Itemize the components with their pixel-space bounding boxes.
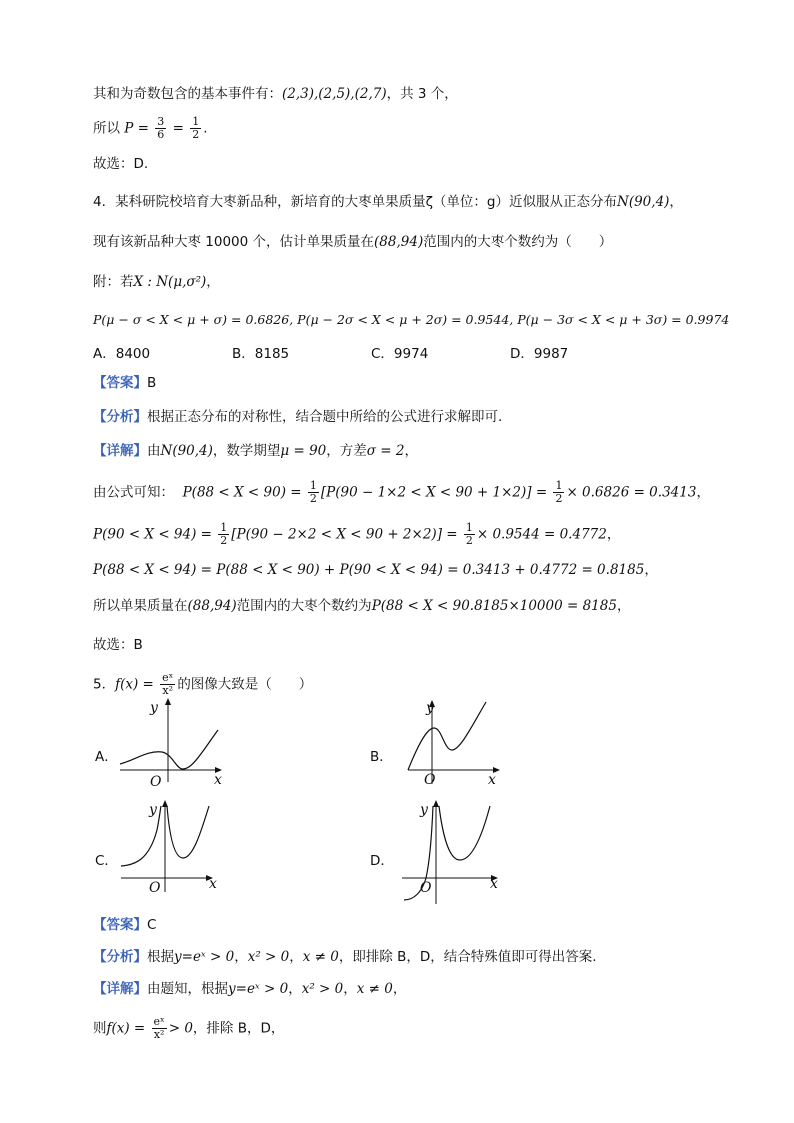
origin-label: O bbox=[424, 772, 436, 788]
fraction: $\frac{\text{eˣ}}{\text{x²}}$ bbox=[153, 1015, 165, 1041]
analysis-tag: 【分析】 bbox=[93, 409, 147, 425]
y-label: y bbox=[150, 700, 158, 716]
x-label: x bbox=[490, 876, 498, 892]
fraction: $\frac{1}{2}$ bbox=[555, 479, 563, 505]
curve bbox=[120, 730, 218, 769]
question-5-line: 5．f(x) = $\frac{\text{eˣ}}{\text{x²}}$ 的图像大致是（ ） bbox=[93, 671, 313, 697]
origin-label: O bbox=[150, 774, 162, 790]
y-label: y bbox=[426, 700, 434, 716]
analysis-2-line: 【分析】根据y=eˣ > 0，x² > 0，x ≠ 0，即排除 B，D，结合特殊值即可得出答案. bbox=[93, 949, 597, 965]
x-label: x bbox=[214, 772, 222, 788]
math: P bbox=[124, 120, 134, 137]
x-label: x bbox=[488, 772, 496, 788]
detail-2-line: 【详解】由题知，根据y=eˣ > 0，x² > 0，x ≠ 0， bbox=[93, 981, 407, 997]
fraction: $\frac{3}{6}$ bbox=[157, 115, 165, 141]
y-axis-arrow bbox=[162, 800, 168, 807]
text-line-1 bbox=[93, 84, 458, 104]
text: 所以 bbox=[93, 120, 120, 137]
answer-tag: 【答案】 bbox=[93, 917, 147, 933]
detail-tag: 【详解】 bbox=[93, 981, 147, 997]
math: X : N(μ,σ²) bbox=[133, 274, 207, 290]
graph-d bbox=[398, 800, 528, 910]
graph-label-d: D． bbox=[370, 853, 394, 869]
detail-line: 【详解】由N(90,4)，数学期望μ = 90，方差σ = 2， bbox=[93, 443, 418, 459]
option-c: C．9974 bbox=[371, 346, 429, 362]
final-line: 则f(x) = $\frac{\text{eˣ}}{\text{x²}}$ > 0，排除 B，D， bbox=[93, 1015, 285, 1041]
fraction: $\frac{1}{2}$ bbox=[220, 521, 228, 547]
curve-right bbox=[439, 806, 490, 860]
fraction: $\frac{\text{eˣ}}{\text{x²}}$ bbox=[162, 671, 174, 697]
question-4-formula: P(μ − σ < X < μ + σ) = 0.6826, P(μ − 2σ < X < μ + 2σ) = 0.9544, P(μ − 3σ < X < μ + 3σ) = 0.9974 bbox=[93, 312, 730, 327]
formula-line-3: P(88 < X < 94) = P(88 < X < 90) + P(90 < X < 94) = 0.3413 + 0.4772 = 0.8185， bbox=[93, 562, 658, 578]
text: 其和为奇数包含的基本事件有： bbox=[93, 86, 282, 102]
question-4-line-1: 4．某科研院校培育大枣新品种，新培育的大枣单果质量ζ（单位：g）近似服从正态分布N(90,4)， bbox=[93, 194, 683, 210]
question-4-line-2 bbox=[93, 232, 612, 252]
math: (2,3),(2,5),(2,7) bbox=[282, 86, 387, 102]
formula-line-2: P(90 < X < 94) = $\frac{1}{2}$ [P(90 − 2×2 < X < 90 + 2×2)] = $\frac{1}{2}$ × 0.9544 = 0.4772， bbox=[93, 521, 621, 547]
graph-label-a: A． bbox=[95, 749, 118, 765]
origin-label: O bbox=[149, 880, 161, 896]
answer-value: B bbox=[147, 375, 157, 391]
choose-b-line: 故选：B bbox=[93, 637, 143, 653]
answer-line bbox=[93, 373, 156, 393]
y-axis-arrow bbox=[433, 800, 439, 807]
analysis-line bbox=[93, 407, 502, 427]
graph-c bbox=[115, 800, 245, 895]
text: ，共 3 个， bbox=[386, 86, 458, 102]
text: 附：若 bbox=[93, 274, 134, 290]
text: 范围内的大枣个数约为（ ） bbox=[423, 234, 613, 250]
math: (88,94) bbox=[374, 234, 424, 250]
answer-value: C bbox=[147, 917, 157, 933]
fraction: $\frac{1}{2}$ bbox=[309, 479, 317, 505]
option-b: B．8185 bbox=[232, 346, 290, 362]
origin-label: O bbox=[420, 880, 432, 896]
option-a: A．8400 bbox=[93, 346, 151, 362]
answer-2-line bbox=[93, 915, 156, 935]
math: N(90,4) bbox=[617, 194, 670, 210]
question-4-line-3: 附：若X : N(μ,σ²)， bbox=[93, 274, 220, 290]
graph-label-c: C． bbox=[95, 853, 118, 869]
analysis-tag: 【分析】 bbox=[93, 949, 147, 965]
curve-right bbox=[167, 806, 209, 858]
text-line-2: 所以 P = $\frac{3}{6}$ = $\frac{1}{2}$ . bbox=[93, 115, 208, 141]
y-axis-arrow bbox=[165, 698, 171, 705]
graph-b bbox=[400, 698, 530, 788]
graph-label-b: B． bbox=[370, 749, 393, 765]
text: 现有该新品种大枣 10000 个，估计单果质量在 bbox=[93, 234, 375, 250]
formula-line-4: 所以单果质量在(88,94)范围内的大枣个数约为P(88 < X < 90.8185×10000 = 8185， bbox=[93, 598, 631, 614]
graph-a bbox=[110, 696, 240, 790]
fraction: $\frac{1}{2}$ bbox=[192, 115, 200, 141]
formula-line-1: 由公式可知： P(88 < X < 90) = $\frac{1}{2}$ [P(90 − 1×2 < X < 90 + 1×2)] = $\frac{1}{2}$ × 0.6826 = 0.3413， bbox=[93, 479, 710, 505]
y-label: y bbox=[420, 802, 428, 818]
option-d: D．9987 bbox=[510, 346, 569, 362]
analysis-text: 根据正态分布的对称性，结合题中所给的公式进行求解即可. bbox=[147, 409, 503, 425]
answer-tag: 【答案】 bbox=[93, 375, 147, 391]
text: 4．某科研院校培育大枣新品种，新培育的大枣单果质量ζ（单位：g）近似服从正态分布 bbox=[93, 194, 618, 210]
fraction: $\frac{1}{2}$ bbox=[465, 521, 473, 547]
x-label: x bbox=[209, 876, 217, 892]
y-label: y bbox=[149, 802, 157, 818]
curve bbox=[408, 702, 486, 770]
text-line-3: 故选：D. bbox=[93, 156, 149, 172]
detail-tag: 【详解】 bbox=[93, 443, 147, 459]
